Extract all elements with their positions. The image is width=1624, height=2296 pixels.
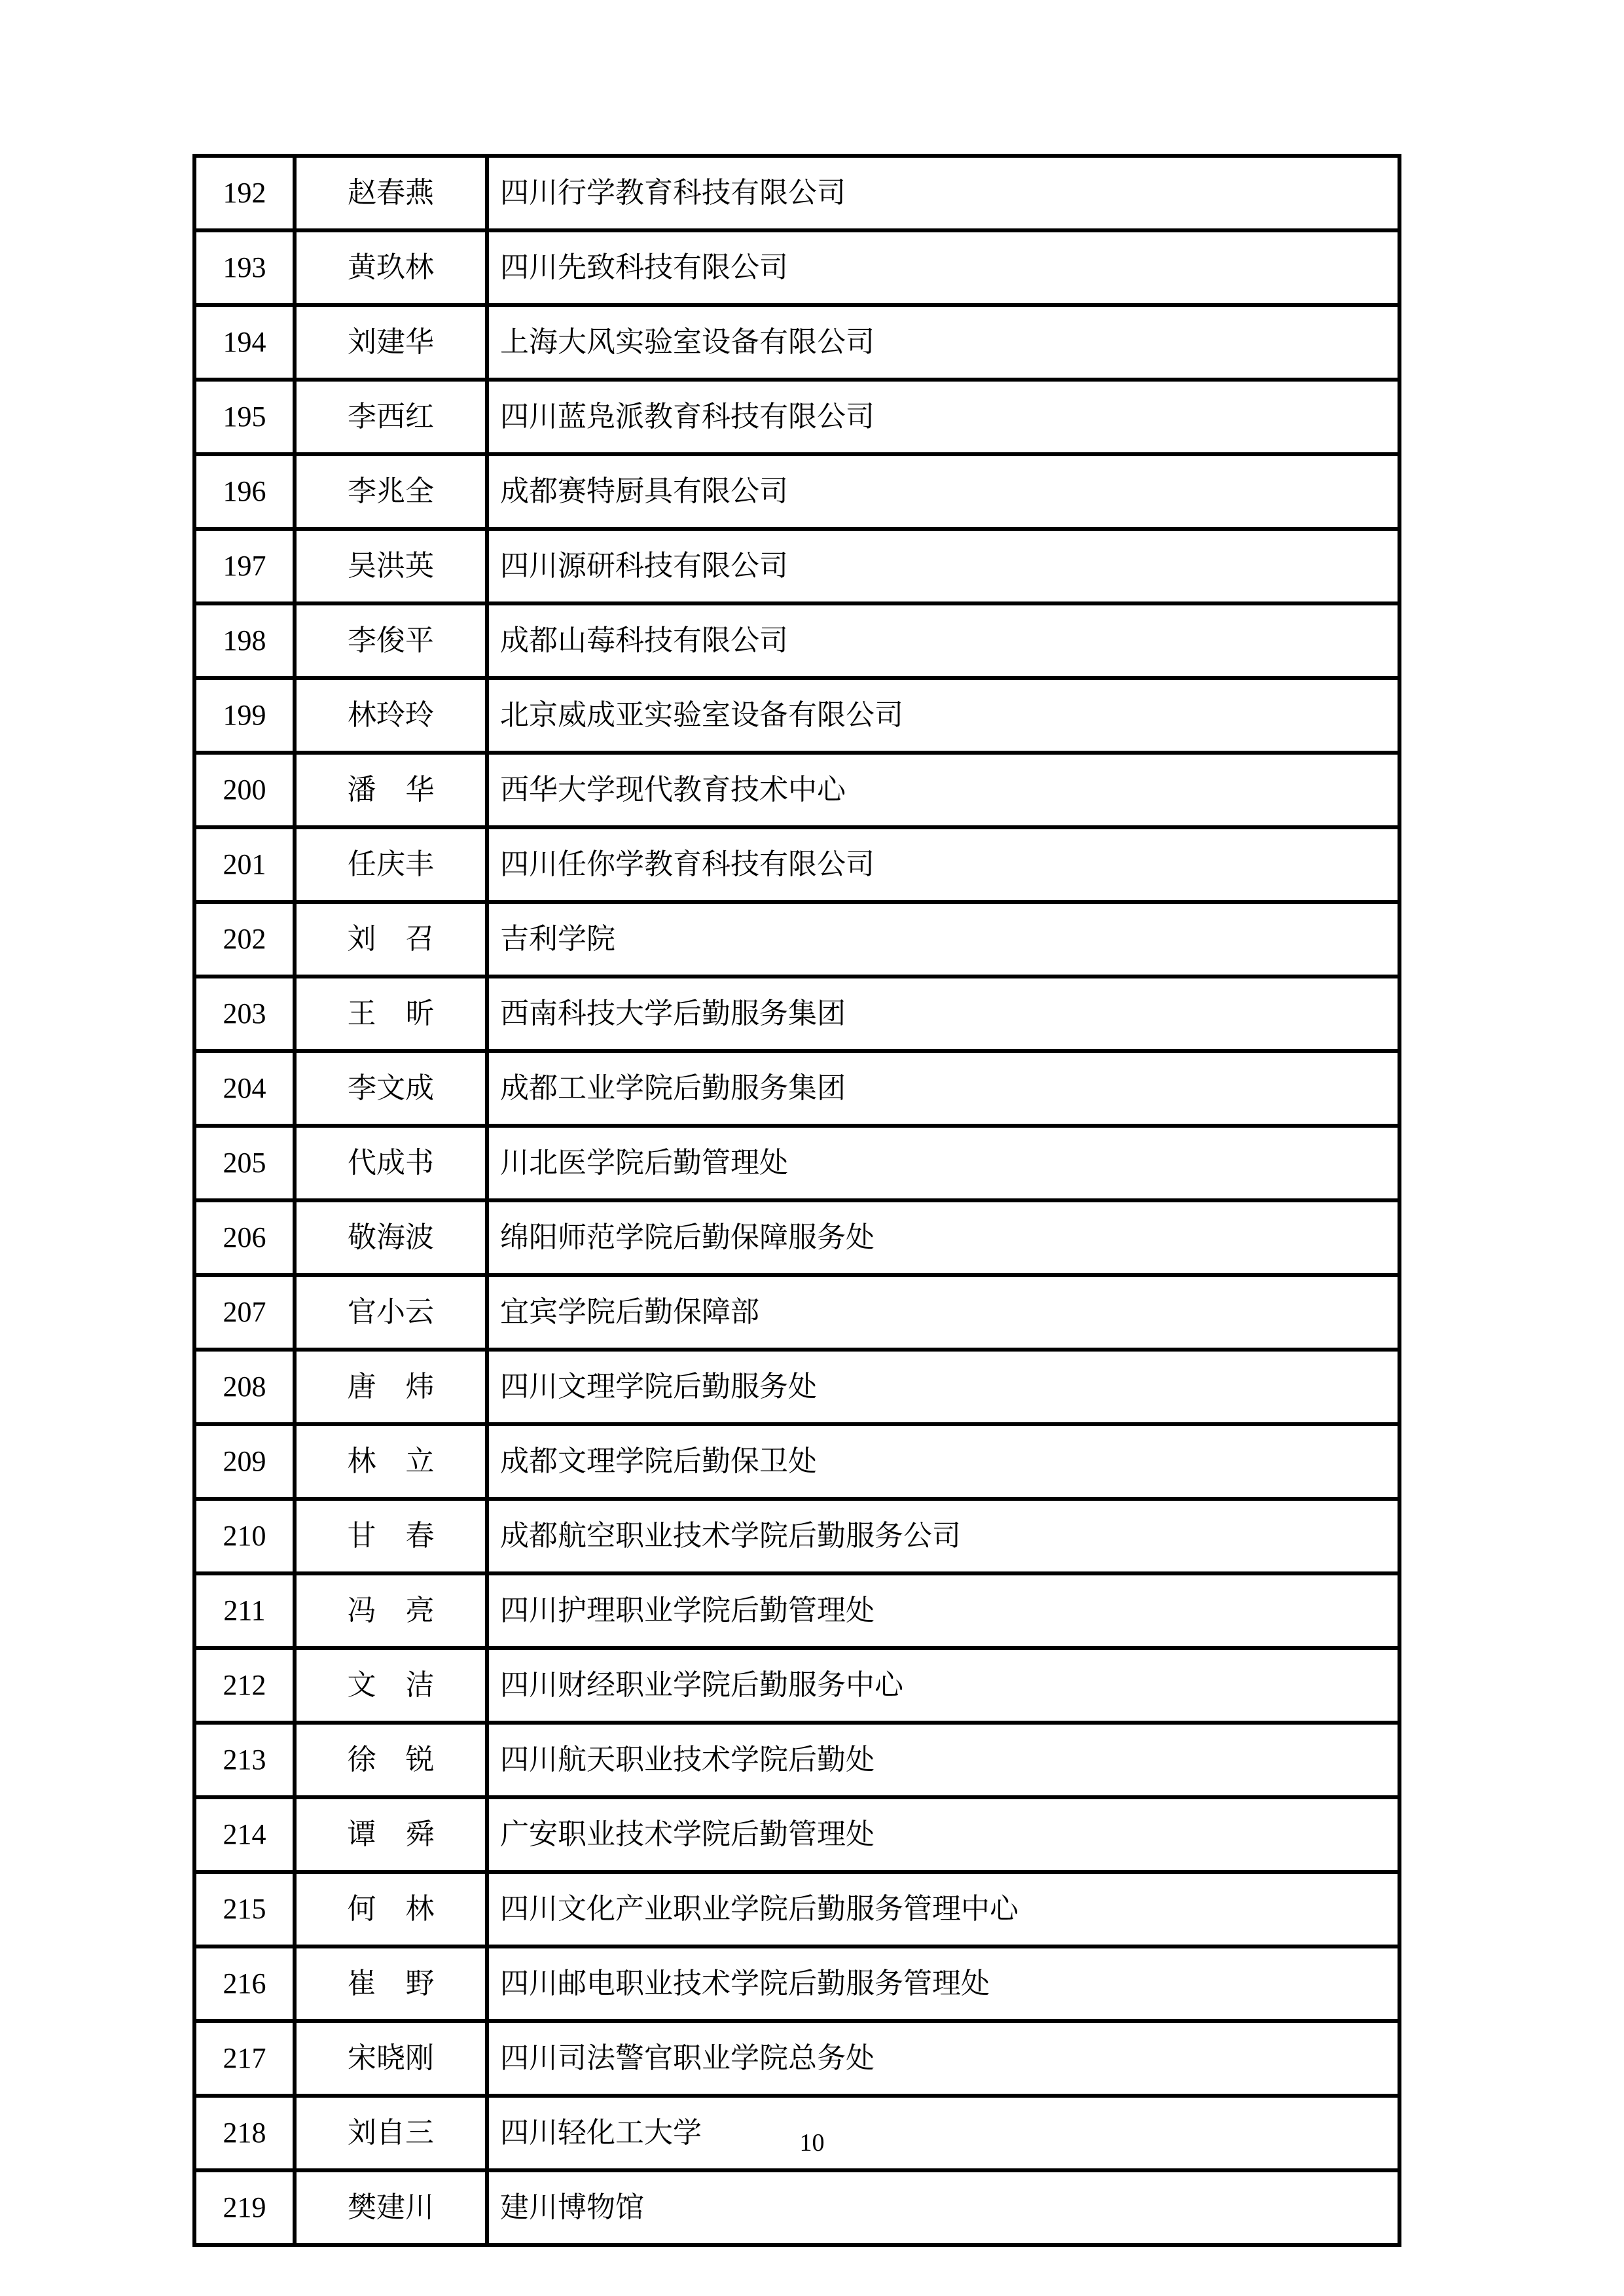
organization-cell: 四川财经职业学院后勤服务中心: [487, 1648, 1399, 1723]
person-name-cell: 樊建川: [295, 2170, 487, 2245]
person-name-cell: 黄玖林: [295, 230, 487, 305]
person-name-cell: 刘自三: [295, 2096, 487, 2170]
row-number-cell: 200: [194, 753, 295, 827]
person-name-cell: 敬海波: [295, 1200, 487, 1275]
person-name-cell: 崔 野: [295, 1946, 487, 2021]
row-number-cell: 199: [194, 678, 295, 753]
table-row: [194, 305, 1399, 380]
row-number-cell: 192: [194, 156, 295, 230]
row-number-cell: 196: [194, 454, 295, 529]
organization-cell: 广安职业技术学院后勤管理处: [487, 1797, 1399, 1872]
row-number-cell: 201: [194, 827, 295, 902]
organization-cell: 四川蓝凫派教育科技有限公司: [487, 380, 1399, 454]
person-name-cell: 李兆全: [295, 454, 487, 529]
person-name-cell: 代成书: [295, 1126, 487, 1200]
person-name-cell: 文 洁: [295, 1648, 487, 1723]
organization-cell: 成都工业学院后勤服务集团: [487, 1051, 1399, 1126]
person-name-cell: 李西红: [295, 380, 487, 454]
row-number-cell: 202: [194, 902, 295, 977]
row-number-cell: 209: [194, 1424, 295, 1499]
person-name-cell: 李俊平: [295, 603, 487, 678]
organization-cell: 成都文理学院后勤保卫处: [487, 1424, 1399, 1499]
table-row: [194, 678, 1399, 753]
row-number-cell: 212: [194, 1648, 295, 1723]
person-name-cell: 赵春燕: [295, 156, 487, 230]
table-row: [194, 1275, 1399, 1350]
organization-cell: 上海大风实验室设备有限公司: [487, 305, 1399, 380]
organization-cell: 北京威成亚实验室设备有限公司: [487, 678, 1399, 753]
page-number: 10: [799, 2129, 825, 2157]
person-name-cell: 刘 召: [295, 902, 487, 977]
organization-cell: 成都航空职业技术学院后勤服务公司: [487, 1499, 1399, 1573]
organization-cell: 四川源研科技有限公司: [487, 529, 1399, 603]
row-number-cell: 213: [194, 1723, 295, 1797]
row-number-cell: 208: [194, 1350, 295, 1424]
organization-cell: 宜宾学院后勤保障部: [487, 1275, 1399, 1350]
row-number-cell: 197: [194, 529, 295, 603]
table-row: [194, 2170, 1399, 2245]
organization-cell: 四川任你学教育科技有限公司: [487, 827, 1399, 902]
row-number-cell: 193: [194, 230, 295, 305]
person-name-cell: 林玲玲: [295, 678, 487, 753]
person-name-cell: 林 立: [295, 1424, 487, 1499]
table-row: [194, 380, 1399, 454]
table-row: [194, 1573, 1399, 1648]
person-name-cell: 何 林: [295, 1872, 487, 1946]
table-row: [194, 1723, 1399, 1797]
row-number-cell: 194: [194, 305, 295, 380]
row-number-cell: 219: [194, 2170, 295, 2245]
table-row: [194, 603, 1399, 678]
table-row: [194, 977, 1399, 1051]
row-number-cell: 203: [194, 977, 295, 1051]
row-number-cell: 214: [194, 1797, 295, 1872]
table-row: [194, 230, 1399, 305]
organization-cell: 川北医学院后勤管理处: [487, 1126, 1399, 1200]
row-number-cell: 218: [194, 2096, 295, 2170]
person-name-cell: 冯 亮: [295, 1573, 487, 1648]
table-row: [194, 827, 1399, 902]
table-row: [194, 1424, 1399, 1499]
person-name-cell: 甘 春: [295, 1499, 487, 1573]
row-number-cell: 205: [194, 1126, 295, 1200]
table-row: [194, 1648, 1399, 1723]
table-row: [194, 1797, 1399, 1872]
organization-cell: 四川护理职业学院后勤管理处: [487, 1573, 1399, 1648]
organization-cell: 四川先致科技有限公司: [487, 230, 1399, 305]
table-row: [194, 1051, 1399, 1126]
row-number-cell: 217: [194, 2021, 295, 2096]
table-row: [194, 753, 1399, 827]
table-row: [194, 1499, 1399, 1573]
organization-cell: 西南科技大学后勤服务集团: [487, 977, 1399, 1051]
row-number-cell: 215: [194, 1872, 295, 1946]
organization-cell: 建川博物馆: [487, 2170, 1399, 2245]
row-number-cell: 204: [194, 1051, 295, 1126]
person-name-cell: 吴洪英: [295, 529, 487, 603]
table-row: [194, 156, 1399, 230]
organization-cell: 四川邮电职业技术学院后勤服务管理处: [487, 1946, 1399, 2021]
row-number-cell: 210: [194, 1499, 295, 1573]
row-number-cell: 207: [194, 1275, 295, 1350]
person-name-cell: 刘建华: [295, 305, 487, 380]
person-name-cell: 任庆丰: [295, 827, 487, 902]
row-number-cell: 211: [194, 1573, 295, 1648]
roster-table: [192, 154, 1401, 2247]
person-name-cell: 徐 锐: [295, 1723, 487, 1797]
person-name-cell: 潘 华: [295, 753, 487, 827]
table-row: [194, 1872, 1399, 1946]
organization-cell: 四川司法警官职业学院总务处: [487, 2021, 1399, 2096]
organization-cell: 四川行学教育科技有限公司: [487, 156, 1399, 230]
table-row: [194, 1946, 1399, 2021]
organization-cell: 四川文化产业职业学院后勤服务管理中心: [487, 1872, 1399, 1946]
table-row: [194, 2021, 1399, 2096]
table-row: [194, 1350, 1399, 1424]
person-name-cell: 谭 舜: [295, 1797, 487, 1872]
organization-cell: 成都山莓科技有限公司: [487, 603, 1399, 678]
person-name-cell: 宋晓刚: [295, 2021, 487, 2096]
row-number-cell: 198: [194, 603, 295, 678]
table-row: [194, 1200, 1399, 1275]
roster-table-body: [194, 156, 1399, 2245]
row-number-cell: 195: [194, 380, 295, 454]
table-row: [194, 1126, 1399, 1200]
table-row: [194, 529, 1399, 603]
person-name-cell: 唐 炜: [295, 1350, 487, 1424]
person-name-cell: 王 昕: [295, 977, 487, 1051]
organization-cell: 吉利学院: [487, 902, 1399, 977]
organization-cell: 西华大学现代教育技术中心: [487, 753, 1399, 827]
person-name-cell: 官小云: [295, 1275, 487, 1350]
organization-cell: 四川航天职业技术学院后勤处: [487, 1723, 1399, 1797]
table-row: [194, 902, 1399, 977]
organization-cell: 成都赛特厨具有限公司: [487, 454, 1399, 529]
organization-cell: 四川轻化工大学: [487, 2096, 1399, 2170]
row-number-cell: 216: [194, 1946, 295, 2021]
organization-cell: 四川文理学院后勤服务处: [487, 1350, 1399, 1424]
organization-cell: 绵阳师范学院后勤保障服务处: [487, 1200, 1399, 1275]
person-name-cell: 李文成: [295, 1051, 487, 1126]
row-number-cell: 206: [194, 1200, 295, 1275]
table-row: [194, 454, 1399, 529]
